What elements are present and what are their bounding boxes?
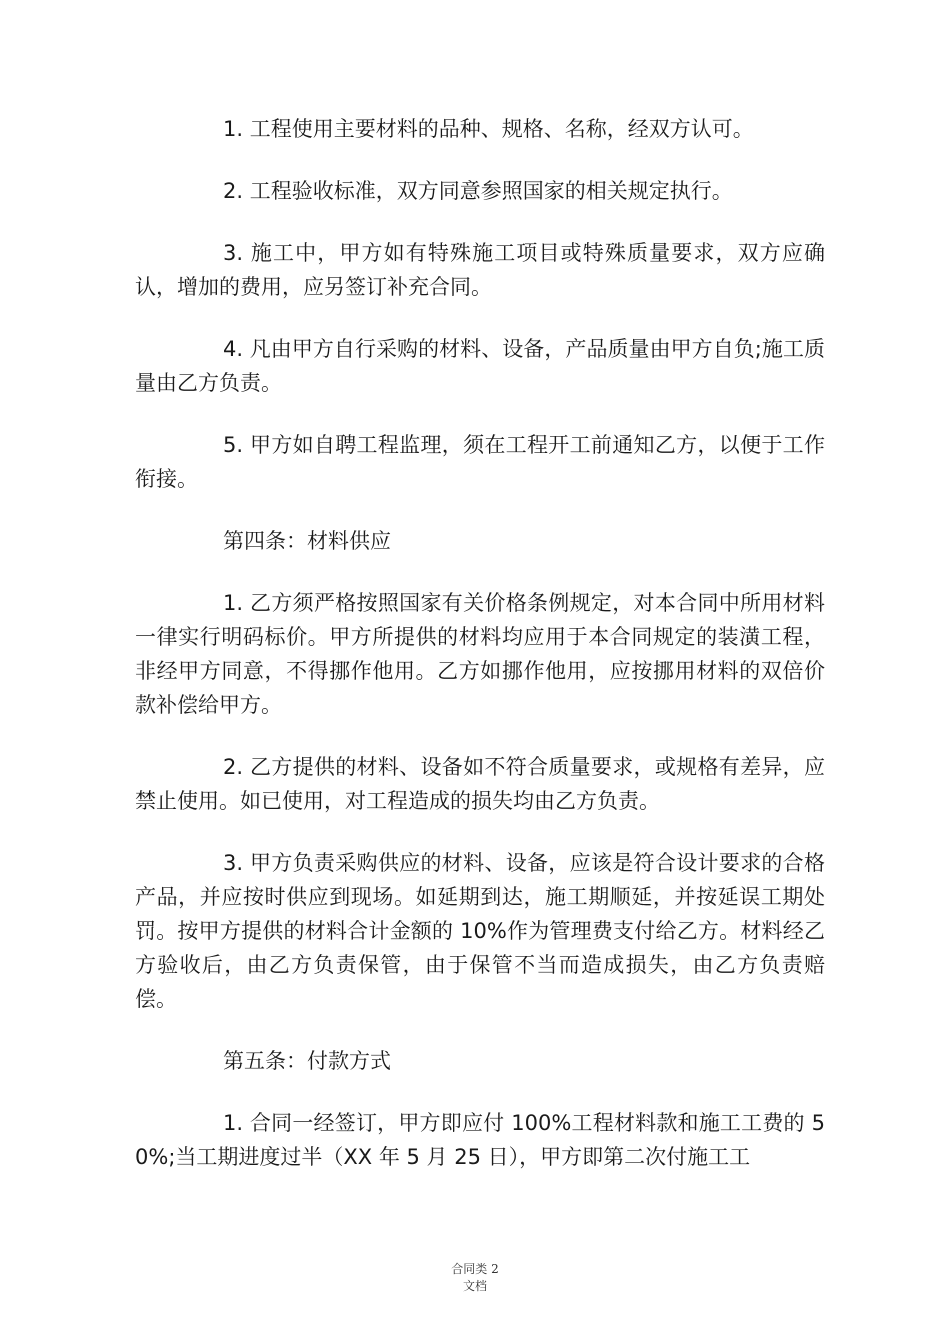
clause-3-item-1: 1. 工程使用主要材料的品种、规格、名称，经双方认可。 (223, 117, 754, 141)
clause-4-item-1: 1. 乙方须严格按照国家有关价格条例规定，对本合同中所用材料一律实行明码标价。甲方所提供的材料均应用于本合同规定的装潢工程，非经甲方同意，不得挪作他用。乙方如挪作他用，应按挪用材料的双倍价款补偿给甲方。 (135, 591, 825, 717)
clause-3-item-2: 2. 工程验收标准，双方同意参照国家的相关规定执行。 (223, 179, 733, 203)
clause-3-item-3: 3. 施工中，甲方如有特殊施工项目或特殊质量要求，双方应确认，增加的费用，应另签订补充合同。 (135, 241, 825, 299)
document-body (135, 112, 825, 1202)
clause-4-item-2: 2. 乙方提供的材料、设备如不符合质量要求，或规格有差异，应禁止使用。如已使用，对工程造成的损失均由乙方负责。 (135, 755, 825, 813)
footer-page-label: 合同类 2 (451, 1262, 499, 1276)
section-heading-article-5: 第五条：付款方式 (223, 1049, 391, 1073)
clause-3-item-5: 5. 甲方如自聘工程监理，须在工程开工前通知乙方，以便于工作衔接。 (135, 433, 825, 491)
clause-4-item-3: 3. 甲方负责采购供应的材料、设备，应该是符合设计要求的合格产品，并应按时供应到现场。如延期到达，施工期顺延，并按延误工期处罚。按甲方提供的材料合计金额的 10%作为管理费支付给乙方。材料经乙方验收后，由乙方负责保管，由于保管不当而造成损失，由乙方负责赔偿。 (135, 851, 825, 1011)
footer-doc-label: 文档 (462, 1279, 487, 1293)
clause-3-item-4: 4. 凡由甲方自行采购的材料、设备，产品质量由甲方自负;施工质量由乙方负责。 (135, 337, 825, 395)
clause-5-item-1: 1. 合同一经签订，甲方即应付 100%工程材料款和施工工费的 50%;当工期进度过半（XX 年 5 月 25 日），甲方即第二次付施工工 (135, 1111, 825, 1169)
page-footer (0, 1261, 950, 1295)
section-heading-article-4: 第四条：材料供应 (223, 529, 391, 553)
